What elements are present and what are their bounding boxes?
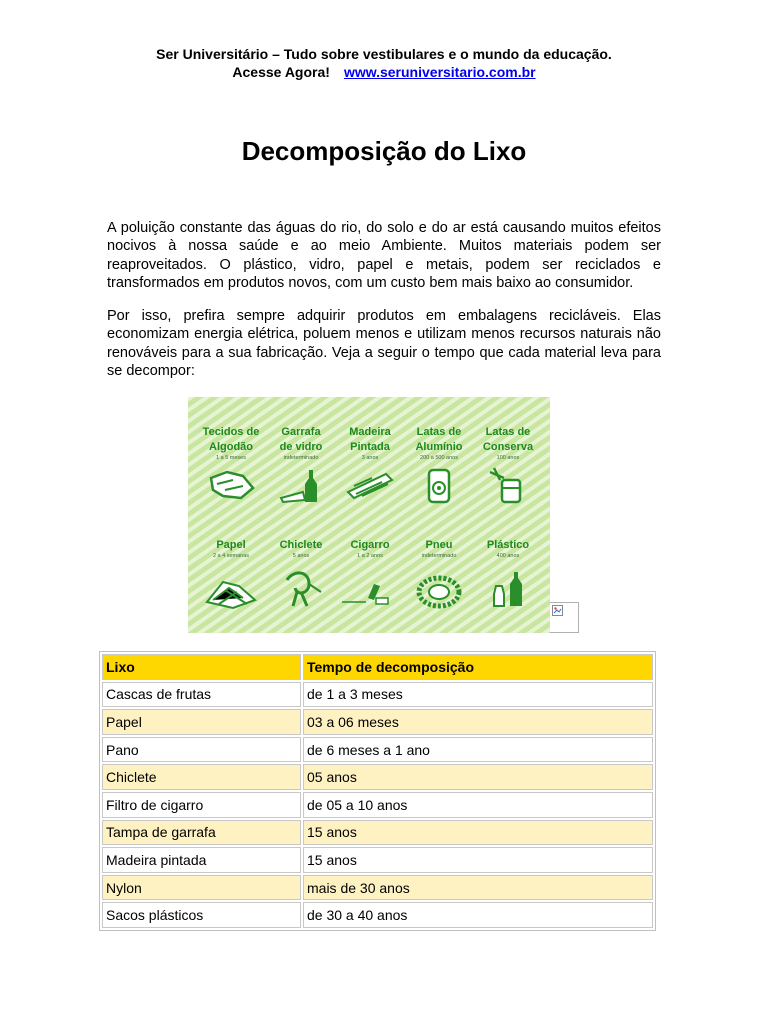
table-cell-item: Sacos plásticos <box>102 902 301 928</box>
table-cell-item: Tampa de garrafa <box>102 820 301 846</box>
table-body <box>102 654 653 928</box>
infographic-item-paper: Papel 2 a 4 semanas <box>195 538 267 610</box>
column-header-item: Lixo <box>102 654 301 680</box>
infographic-item-cloth: Tecidos de Algodão 1 a 5 meses <box>195 425 267 504</box>
table-cell-time: 15 anos <box>303 820 653 846</box>
table-row <box>102 764 653 790</box>
table-row <box>102 792 653 818</box>
decomposition-table <box>99 651 656 931</box>
broken-image-placeholder <box>550 602 579 633</box>
table-cell-item: Cascas de frutas <box>102 682 301 708</box>
table-row <box>102 847 653 873</box>
table-cell-item: Pano <box>102 737 301 763</box>
aluminum-can-icon <box>411 464 467 504</box>
infographic-item-plastic: Plástico 400 anos <box>472 538 544 610</box>
chewing-gum-icon <box>273 562 329 610</box>
table-cell-time: mais de 30 anos <box>303 875 653 901</box>
painted-wood-icon <box>342 464 398 504</box>
infographic-item-aluminum-can: Latas de Alumínio 200 a 500 anos <box>403 425 475 504</box>
tire-icon <box>411 562 467 610</box>
table-cell-item: Chiclete <box>102 764 301 790</box>
infographic-item-painted-wood: Madeira Pintada 3 anos <box>334 425 406 504</box>
intro-paragraph: A poluição constante das águas do rio, do solo e do ar está causando muitos efeitos nocivos à nossa saúde e ao meio Ambiente. Muitos materiais podem ser reaproveitados. O plástico, vidro, papel e metais, podem ser reciclados e transformados em produtos novos, com um custo bem mais baixo ao consumidor. <box>107 220 661 292</box>
column-header-time: Tempo de decomposição <box>303 654 653 680</box>
infographic-item-tin-can: Latas de Conserva 100 anos <box>472 425 544 504</box>
recycling-paragraph: Por isso, prefira sempre adquirir produtos em embalagens recicláveis. Elas economizam energia elétrica, poluem menos e utilizam menos recursos naturais não renováveis para a sua fabricação. Veja a seguir o tempo que cada material leva para se decompor: <box>107 308 661 380</box>
table-row <box>102 737 653 763</box>
infographic-item-glass-bottle: Garrafa de vidro indeterminado <box>265 425 337 504</box>
header-cta-line <box>0 63 768 81</box>
table-row <box>102 820 653 846</box>
table-cell-time: de 30 a 40 anos <box>303 902 653 928</box>
infographic-item-tire: Pneu indeterminado <box>403 538 475 610</box>
header-cta-text: Acesse Agora! <box>232 64 330 80</box>
page-header <box>0 45 768 81</box>
table-cell-item: Papel <box>102 709 301 735</box>
tin-can-icon <box>480 464 536 504</box>
infographic-item-cigarette: Cigarro 1 a 2 anos <box>334 538 406 610</box>
table-cell-time: 05 anos <box>303 764 653 790</box>
table-header-row <box>102 654 653 680</box>
decomposition-infographic <box>188 397 550 633</box>
broken-image-icon <box>552 605 563 616</box>
site-link[interactable]: www.seruniversitario.com.br <box>343 64 536 80</box>
table-cell-item: Filtro de cigarro <box>102 792 301 818</box>
table-cell-time: de 6 meses a 1 ano <box>303 737 653 763</box>
page-title: Decomposição do Lixo <box>241 136 527 166</box>
table-row <box>102 709 653 735</box>
table-cell-item: Madeira pintada <box>102 847 301 873</box>
table-row <box>102 682 653 708</box>
table-cell-time: 15 anos <box>303 847 653 873</box>
cloth-icon <box>203 464 259 504</box>
table-cell-time: 03 a 06 meses <box>303 709 653 735</box>
infographic-item-chewing-gum: Chiclete 5 anos <box>265 538 337 610</box>
paper-icon <box>203 562 259 610</box>
table-row <box>102 902 653 928</box>
table-cell-item: Nylon <box>102 875 301 901</box>
cigarette-icon <box>342 562 398 610</box>
table-cell-time: de 1 a 3 meses <box>303 682 653 708</box>
glass-bottle-icon <box>273 464 329 504</box>
table-cell-time: de 05 a 10 anos <box>303 792 653 818</box>
header-tagline: Ser Universitário – Tudo sobre vestibulares e o mundo da educação. <box>156 46 612 62</box>
plastic-bottles-icon <box>480 562 536 610</box>
table-row <box>102 875 653 901</box>
